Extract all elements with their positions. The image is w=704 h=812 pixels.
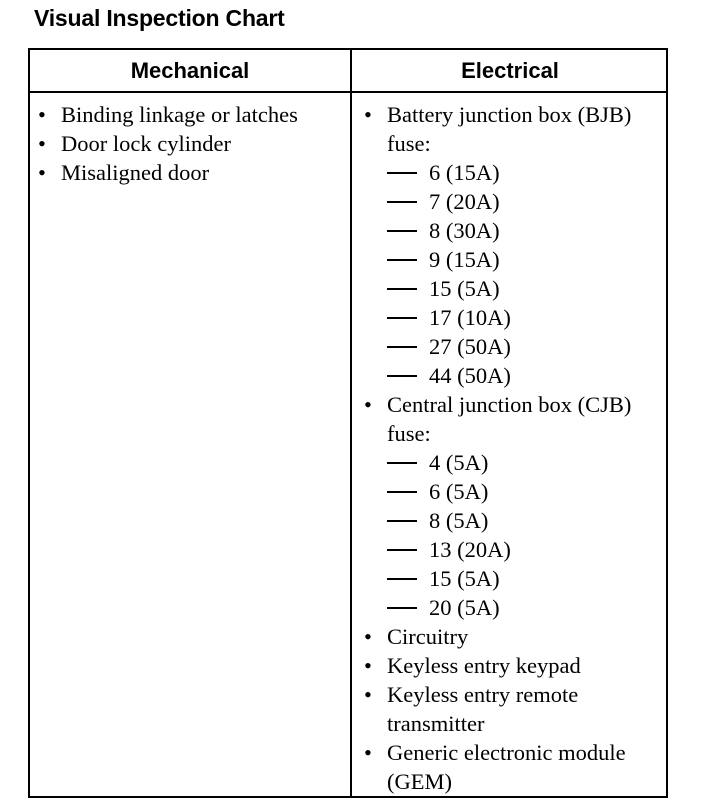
fuse-item [387, 245, 660, 274]
fuse-item-text: 13 (20A) [429, 537, 511, 562]
fuse-item-text: 8 (5A) [429, 508, 489, 533]
bullet-icon: • [38, 102, 46, 127]
mechanical-column [34, 100, 334, 187]
bullet-icon: • [364, 682, 372, 707]
list-item-text: Binding linkage or latches [61, 102, 298, 127]
inspection-table [28, 48, 668, 798]
fuse-list [387, 158, 660, 390]
fuse-item [387, 303, 660, 332]
electrical-column [360, 100, 660, 796]
list-item-text: Keyless entry remote transmitter [387, 682, 579, 736]
bullet-icon: • [38, 160, 46, 185]
list-item [34, 100, 334, 129]
fuse-item [387, 477, 660, 506]
fuse-item [387, 187, 660, 216]
dash-icon [387, 520, 417, 522]
dash-icon [387, 607, 417, 609]
dash-icon [387, 230, 417, 232]
list-item [360, 622, 660, 651]
fuse-item-text: 8 (30A) [429, 218, 500, 243]
dash-icon [387, 317, 417, 319]
list-item [360, 651, 660, 680]
fuse-item [387, 506, 660, 535]
fuse-item [387, 564, 660, 593]
list-item [360, 738, 660, 796]
fuse-item-text: 15 (5A) [429, 566, 500, 591]
bullet-icon: • [38, 131, 46, 156]
dash-icon [387, 491, 417, 493]
dash-icon [387, 259, 417, 261]
dash-icon [387, 578, 417, 580]
fuse-item [387, 448, 660, 477]
column-header-electrical: Electrical [461, 58, 559, 83]
fuse-list [387, 448, 660, 622]
fuse-item [387, 274, 660, 303]
electrical-list [360, 100, 660, 796]
dash-icon [387, 375, 417, 377]
list-item [34, 129, 334, 158]
fuse-item-text: 15 (5A) [429, 276, 500, 301]
bullet-icon: • [364, 624, 372, 649]
list-item-text: Generic electronic module (GEM) [387, 740, 626, 794]
dash-icon [387, 172, 417, 174]
bullet-icon: • [364, 392, 372, 417]
bullet-icon: • [364, 102, 372, 127]
fuse-item-text: 27 (50A) [429, 334, 511, 359]
list-item [360, 100, 660, 390]
fuse-item-text: 17 (10A) [429, 305, 511, 330]
mechanical-list [34, 100, 334, 187]
column-header-mechanical: Mechanical [130, 58, 250, 83]
list-item [34, 158, 334, 187]
list-item-text: Central junction box (CJB) fuse: [387, 392, 632, 446]
fuse-item [387, 361, 660, 390]
fuse-item-text: 6 (15A) [429, 160, 500, 185]
fuse-item-text: 44 (50A) [429, 363, 511, 388]
list-item-text: Door lock cylinder [61, 131, 231, 156]
column-divider [350, 50, 352, 796]
fuse-item-text: 20 (5A) [429, 595, 500, 620]
fuse-item [387, 593, 660, 622]
fuse-item-text: 4 (5A) [429, 450, 489, 475]
list-item-text: Circuitry [387, 624, 469, 649]
fuse-item-text: 6 (5A) [429, 479, 489, 504]
fuse-item-text: 7 (20A) [429, 189, 500, 214]
bullet-icon: • [364, 740, 372, 765]
list-item-text: Battery junction box (BJB) fuse: [387, 102, 632, 156]
list-item [360, 390, 660, 622]
fuse-item [387, 332, 660, 361]
fuse-item [387, 216, 660, 245]
dash-icon [387, 462, 417, 464]
bullet-icon: • [364, 653, 372, 678]
chart-title: Visual Inspection Chart [34, 5, 285, 31]
dash-icon [387, 346, 417, 348]
list-item [360, 680, 660, 738]
fuse-item-text: 9 (15A) [429, 247, 500, 272]
header-rule [30, 91, 666, 93]
fuse-item [387, 535, 660, 564]
fuse-item [387, 158, 660, 187]
dash-icon [387, 201, 417, 203]
dash-icon [387, 549, 417, 551]
list-item-text: Misaligned door [61, 160, 210, 185]
dash-icon [387, 288, 417, 290]
list-item-text: Keyless entry keypad [387, 653, 581, 678]
